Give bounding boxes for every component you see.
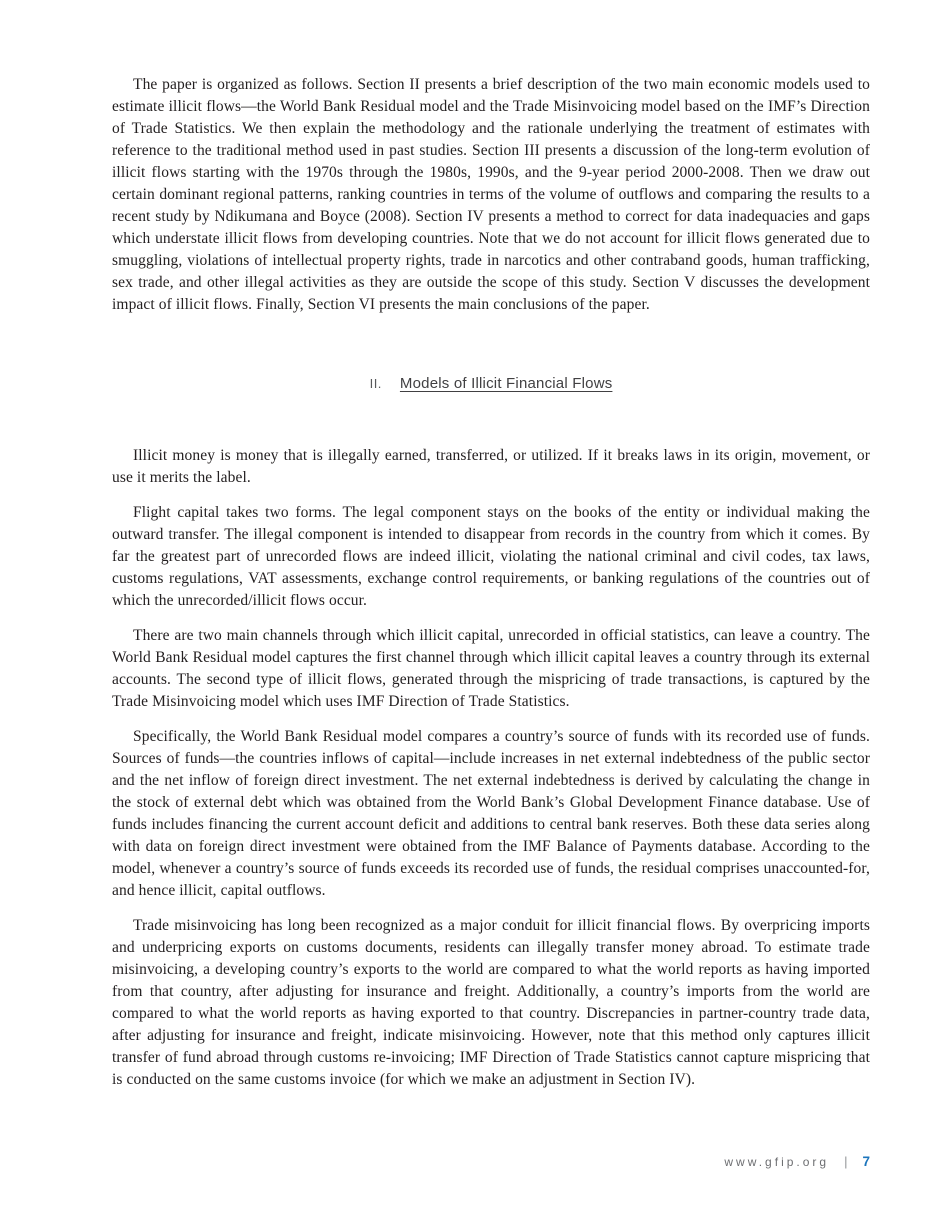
paragraph-flight-capital: Flight capital takes two forms. The legal component stays on the books of the entity or individual making the outward transfer. The illegal component is intended to disappear from records in the country from which it comes. By far the greatest part of unrecorded flows are indeed illicit, violating the national criminal and civil codes, tax laws, customs regulations, VAT assessments, exchange control requirements, or banking regulations of the countries out of which the unrecorded/illicit flows occur. xyxy=(112,504,870,609)
paragraph-trade-misinvoicing: Trade misinvoicing has long been recognized as a major conduit for illicit financial flows. By overpricing imports and underpricing exports on customs documents, residents can illegally transfer money abroad. To estimate trade misinvoicing, a developing country’s exports to the world are compared to what the world reports as having imported from that country, after adjusting for insurance and freight. Additionally, a country’s imports from the world are compared to what the world reports as having exported to that country. Discrepancies in partner-country trade data, after adjusting for insurance and freight, indicate misinvoicing. However, note that this method only captures illicit transfer of fund abroad through customs re-invoicing; IMF Direction of Trade Statistics cannot capture mispricing that is conducted on the same customs invoice (for which we make an adjustment in Section IV). xyxy=(112,917,870,1088)
section-number: II. xyxy=(369,376,382,391)
footer-separator: | xyxy=(844,1154,848,1169)
intro-paragraph: The paper is organized as follows. Section II presents a brief description of the two main economic models used to estimate illicit flows—the World Bank Residual model and the Trade Misinvoicing model based on the IMF’s Direction of Trade Statistics. We then explain the methodology and the rationale underlying the treatment of estimates with reference to the traditional method used in past studies. Section III presents a discussion of the long-term evolution of illicit flows starting with the 1970s through the 1980s, 1990s, and the 9-year period 2000-2008. Then we draw out certain dominant regional patterns, ranking countries in terms of the volume of outflows and comparing the results to a recent study by Ndikumana and Boyce (2008). Section IV presents a method to correct for data inadequacies and gaps which understate illicit flows from developing countries. Note that we do not account for illicit flows generated due to smuggling, violations of intellectual property rights, trade in narcotics and other contraband goods, human trafficking, sex trade, and other illegal activities as they are outside the scope of this study. Section V discusses the development impact of illicit flows. Finally, Section VI presents the main conclusions of the paper. xyxy=(112,76,870,313)
paragraph-world-bank-residual: Specifically, the World Bank Residual model compares a country’s source of funds with its recorded use of funds. Sources of funds—the countries inflows of capital—include increases in net external indebtedness of the public sector and the net inflow of foreign direct investment. The net external indebtedness is derived by calculating the change in the stock of external debt which was obtained from the World Bank’s Global Development Finance database. Use of funds includes financing the current account deficit and additions to central bank reserves. Both these data series along with data on foreign direct investment were obtained from the IMF Balance of Payments database. According to the model, whenever a country’s source of funds exceeds its recorded use of funds, the residual comprises unaccounted-for, and hence illicit, capital outflows. xyxy=(112,728,870,899)
section-heading xyxy=(112,374,870,394)
page-number: 7 xyxy=(862,1154,870,1169)
footer-url: www.gfip.org xyxy=(724,1155,830,1169)
page-footer xyxy=(724,1152,870,1172)
paragraph-illicit-money: Illicit money is money that is illegally earned, transferred, or utilized. If it breaks laws in its origin, movement, or use it merits the label. xyxy=(112,447,870,486)
section-title: Models of Illicit Financial Flows xyxy=(399,375,613,392)
paragraph-two-channels: There are two main channels through which illicit capital, unrecorded in official statistics, can leave a country. The World Bank Residual model captures the first channel through which illicit capital leaves a country through its external accounts. The second type of illicit flows, generated through the mispricing of trade transactions, is captured by the Trade Misinvoicing model which uses IMF Direction of Trade Statistics. xyxy=(112,627,870,710)
